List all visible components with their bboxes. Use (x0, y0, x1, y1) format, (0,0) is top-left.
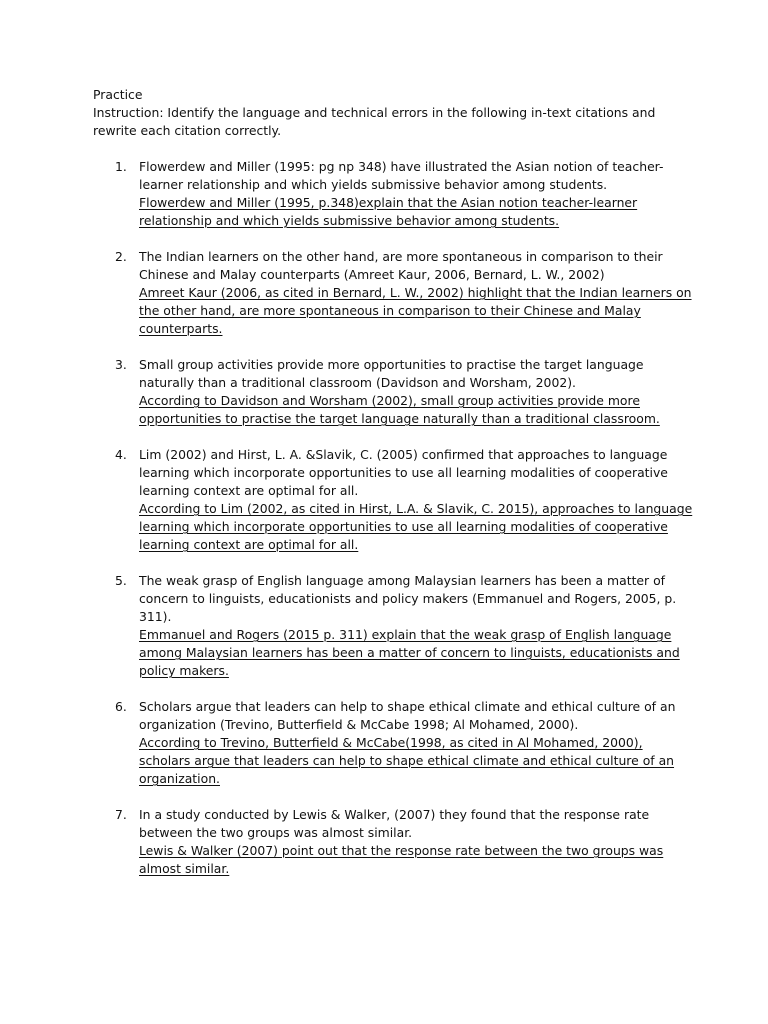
instruction-text: Instruction: Identify the language and technical errors in the following in-text citations and rewrite each citation correctly. (93, 105, 656, 138)
corrected-citation: Emmanuel and Rogers (2015 p. 311) explain that the weak grasp of English language among Malaysian learners has been a matter of concern to linguists, educationists and policy makers. (139, 627, 680, 678)
exercise-item (93, 572, 693, 680)
item-number: 1. (115, 159, 127, 174)
corrected-citation: According to Trevino, Butterfield & McCabe(1998, as cited in Al Mohamed, 2000), scholars argue that leaders can help to shape ethical climate and ethical culture of an organization. (139, 735, 675, 786)
exercise-item (93, 446, 693, 554)
exercise-item (93, 248, 693, 338)
original-citation: In a study conducted by Lewis & Walker, (2007) they found that the response rate between the two groups was almost similar. (139, 807, 650, 840)
item-number: 4. (115, 447, 127, 462)
original-citation: The Indian learners on the other hand, are more spontaneous in comparison to their Chinese and Malay counterparts (Amreet Kaur, 2006, Bernard, L. W., 2002) (139, 249, 663, 282)
item-number: 5. (115, 573, 127, 588)
document-heading: Practice (93, 87, 143, 102)
exercise-item (93, 158, 693, 230)
original-citation: Small group activities provide more opportunities to practise the target language naturally than a traditional classroom (Davidson and Worsham, 2002). (139, 357, 644, 390)
corrected-citation: According to Lim (2002, as cited in Hirst, L.A. & Slavik, C. 2015), approaches to language learning which incorporate opportunities to use all learning modalities of cooperative learning context are optimal for all. (139, 501, 693, 552)
exercise-item (93, 806, 693, 878)
item-number: 2. (115, 249, 127, 264)
original-citation: Flowerdew and Miller (1995: pg np 348) have illustrated the Asian notion of teacher-learner relationship and which yields submissive behavior among students. (139, 159, 664, 192)
corrected-citation: According to Davidson and Worsham (2002), small group activities provide more opportunities to practise the target language naturally than a traditional classroom. (139, 393, 660, 426)
original-citation: Scholars argue that leaders can help to shape ethical climate and ethical culture of an organization (Trevino, Butterfield & McCabe 1998; Al Mohamed, 2000). (139, 699, 676, 732)
item-number: 6. (115, 699, 127, 714)
original-citation: The weak grasp of English language among Malaysian learners has been a matter of concern to linguists, educationists and policy makers (Emmanuel and Rogers, 2005, p. 311). (139, 573, 677, 624)
item-number: 3. (115, 357, 127, 372)
corrected-citation: Flowerdew and Miller (1995, p.348)explain that the Asian notion teacher-learner relationship and which yields submissive behavior among students. (139, 195, 638, 228)
exercise-list (93, 158, 693, 878)
exercise-item (93, 698, 693, 788)
original-citation: Lim (2002) and Hirst, L. A. &Slavik, C. (2005) confirmed that approaches to language learning which incorporate opportunities to use all learning modalities of cooperative learning context are optimal for all. (139, 447, 668, 498)
corrected-citation: Lewis & Walker (2007) point out that the response rate between the two groups was almost similar. (139, 843, 664, 876)
item-number: 7. (115, 807, 127, 822)
exercise-item (93, 356, 693, 428)
document-page (93, 86, 693, 896)
corrected-citation: Amreet Kaur (2006, as cited in Bernard, L. W., 2002) highlight that the Indian learners on the other hand, are more spontaneous in comparison to their Chinese and Malay counterparts. (139, 285, 692, 336)
